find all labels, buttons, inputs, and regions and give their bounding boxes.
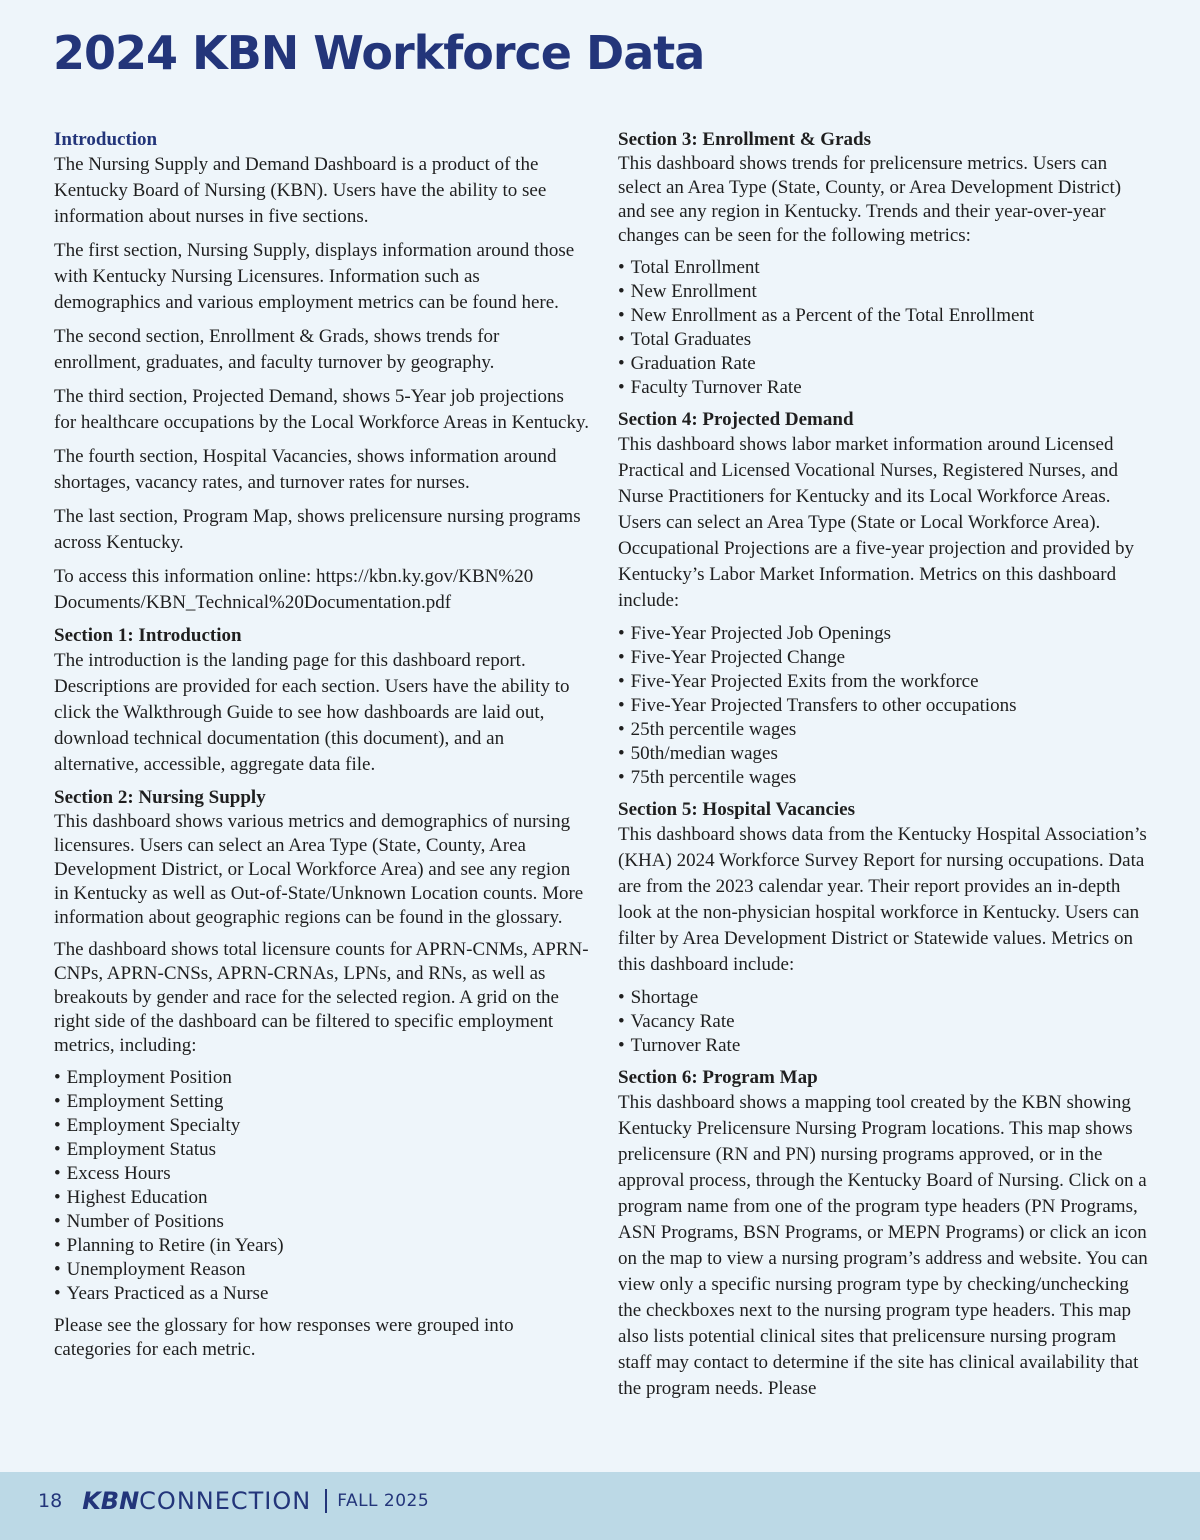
section-2-paragraph: The dashboard shows total licensure counts for APRN-CNMs, APRN-CNPs, APRN-CNSs, APRN-CRNAs, LPNs, and RNs, as well as breakouts by gender and race for the selected region. A grid on the right side of the dashboard can be filtered to specific employment metrics, including:	[54, 939, 589, 1056]
section-3-paragraph: This dashboard shows trends for prelicensure metrics. Users can select an Area Type (State, County, or Area Development District) and see any region in Kentucky. Trends and their year-over-year changes can be seen for the following metrics:	[618, 153, 1122, 246]
section-6-paragraph: This dashboard shows a mapping tool created by the KBN showing Kentucky Prelicensure Nursing Program locations. This map shows prelicensure (RN and PN) nursing programs approved, or in the approval process, through the Kentucky Board of Nursing. Click on a program name from one of the program type headers (PN Programs, ASN Programs, BSN Programs, or MEPN Programs) or click an icon on the map to view a nursing program’s address and website. You can view only a specific nursing program type by checking/unchecking the checkboxes next to the nursing program type headers. This map also lists potential clinical sites that prelicensure nursing program staff may contact to determine if the site has clinical availability that the program needs. Please	[618, 1092, 1148, 1399]
section-4-heading: Section 4: Projected Demand	[618, 409, 854, 430]
list-item: • Five-Year Projected Exits from the workforce	[618, 670, 1153, 694]
list-item: • Total Enrollment	[618, 256, 1153, 280]
issue-label: FALL 2025	[337, 1491, 430, 1511]
intro-paragraph: The fourth section, Hospital Vacancies, shows information around shortages, vacancy rates, and turnover rates for nurses.	[54, 446, 557, 493]
list-item: • Years Practiced as a Nurse	[54, 1282, 589, 1306]
list-item: • Turnover Rate	[618, 1034, 1153, 1058]
right-column	[618, 128, 1153, 1410]
list-item: • Employment Position	[54, 1066, 589, 1090]
list-item: • New Enrollment	[618, 280, 1153, 304]
section-3-heading: Section 3: Enrollment & Grads	[618, 129, 871, 150]
list-item: • Graduation Rate	[618, 352, 1153, 376]
list-item: • Employment Setting	[54, 1090, 589, 1114]
list-item: • Employment Status	[54, 1138, 589, 1162]
list-item: • Five-Year Projected Transfers to other occupations	[618, 694, 1153, 718]
intro-paragraph: The first section, Nursing Supply, displays information around those with Kentucky Nursing Licensures. Information such as demographics and various employment metrics can be found here.	[54, 240, 575, 313]
page-number: 18	[38, 1490, 63, 1512]
intro-link-paragraph: To access this information online: https://kbn.ky.gov/KBN%20 Documents/KBN_Technical%20Documentation.pdf	[54, 566, 534, 613]
list-item: • Vacancy Rate	[618, 1010, 1153, 1034]
section-2-list	[54, 1066, 589, 1306]
intro-paragraph: The third section, Projected Demand, shows 5-Year job projections for healthcare occupations by the Local Workforce Areas in Kentucky.	[54, 386, 590, 433]
brand-kbn: KBN	[82, 1487, 140, 1515]
page-footer	[0, 1472, 1200, 1540]
footer-divider	[325, 1489, 327, 1513]
list-item: • Excess Hours	[54, 1162, 589, 1186]
list-item: • Five-Year Projected Job Openings	[618, 622, 1153, 646]
list-item: • New Enrollment as a Percent of the Total Enrollment	[618, 304, 1153, 328]
section-2-heading: Section 2: Nursing Supply	[54, 787, 266, 808]
list-item: • Planning to Retire (in Years)	[54, 1234, 589, 1258]
section-2-closing: Please see the glossary for how responses were grouped into categories for each metric.	[54, 1315, 514, 1360]
list-item: • Unemployment Reason	[54, 1258, 589, 1282]
brand-connection: CONNECTION	[139, 1487, 312, 1515]
footer-content	[38, 1486, 429, 1516]
list-item: • Highest Education	[54, 1186, 589, 1210]
list-item: • Five-Year Projected Change	[618, 646, 1153, 670]
section-4-list	[618, 622, 1153, 790]
list-item: • 25th percentile wages	[618, 718, 1153, 742]
list-item: • 75th percentile wages	[618, 766, 1153, 790]
left-column	[54, 128, 589, 1370]
list-item: • Number of Positions	[54, 1210, 589, 1234]
list-item: • Shortage	[618, 986, 1153, 1010]
section-3-list	[618, 256, 1153, 400]
list-item: • Faculty Turnover Rate	[618, 376, 1153, 400]
list-item: • 50th/median wages	[618, 742, 1153, 766]
section-5-paragraph: This dashboard shows data from the Kentucky Hospital Association’s (KHA) 2024 Workforce Survey Report for nursing occupations. Data are from the 2023 calendar year. Their report provides an in-depth look at the non-physician hospital workforce in Kentucky. Users can filter by Area Development District or Statewide values. Metrics on this dashboard include:	[618, 824, 1147, 975]
intro-paragraph: The second section, Enrollment & Grads, shows trends for enrollment, graduates, and faculty turnover by geography.	[54, 326, 500, 373]
section-1-heading: Section 1: Introduction	[54, 625, 242, 646]
page-title: 2024 KBN Workforce Data	[53, 26, 705, 80]
section-1-paragraph: The introduction is the landing page for this dashboard report. Descriptions are provided for each section. Users have the ability to click the Walkthrough Guide to see how dashboards are laid out, download technical documentation (this document), and an alternative, accessible, aggregate data file.	[54, 650, 570, 775]
list-item: • Total Graduates	[618, 328, 1153, 352]
section-5-list	[618, 986, 1153, 1058]
section-2-paragraph: This dashboard shows various metrics and demographics of nursing licensures. Users can select an Area Type (State, County, Area Development District, or Local Workforce Area) and see any region in Kentucky as well as Out-of-State/Unknown Location counts. More information about geographic regions can be found in the glossary.	[54, 811, 584, 928]
intro-paragraph: The Nursing Supply and Demand Dashboard is a product of the Kentucky Board of Nursing (KBN). Users have the ability to see information about nurses in five sections.	[54, 154, 547, 227]
intro-paragraph: The last section, Program Map, shows prelicensure nursing programs across Kentucky.	[54, 506, 581, 553]
section-4-paragraph: This dashboard shows labor market information around Licensed Practical and Licensed Vocational Nurses, Registered Nurses, and Nurse Practitioners for Kentucky and its Local Workforce Areas. Users can select an Area Type (State or Local Workforce Area). Occupational Projections are a five-year projection and provided by Kentucky’s Labor Market Information. Metrics on this dashboard include:	[618, 434, 1134, 611]
section-5-heading: Section 5: Hospital Vacancies	[618, 799, 855, 820]
list-item: • Employment Specialty	[54, 1114, 589, 1138]
section-6-heading: Section 6: Program Map	[618, 1067, 818, 1088]
intro-heading: Introduction	[54, 129, 158, 150]
